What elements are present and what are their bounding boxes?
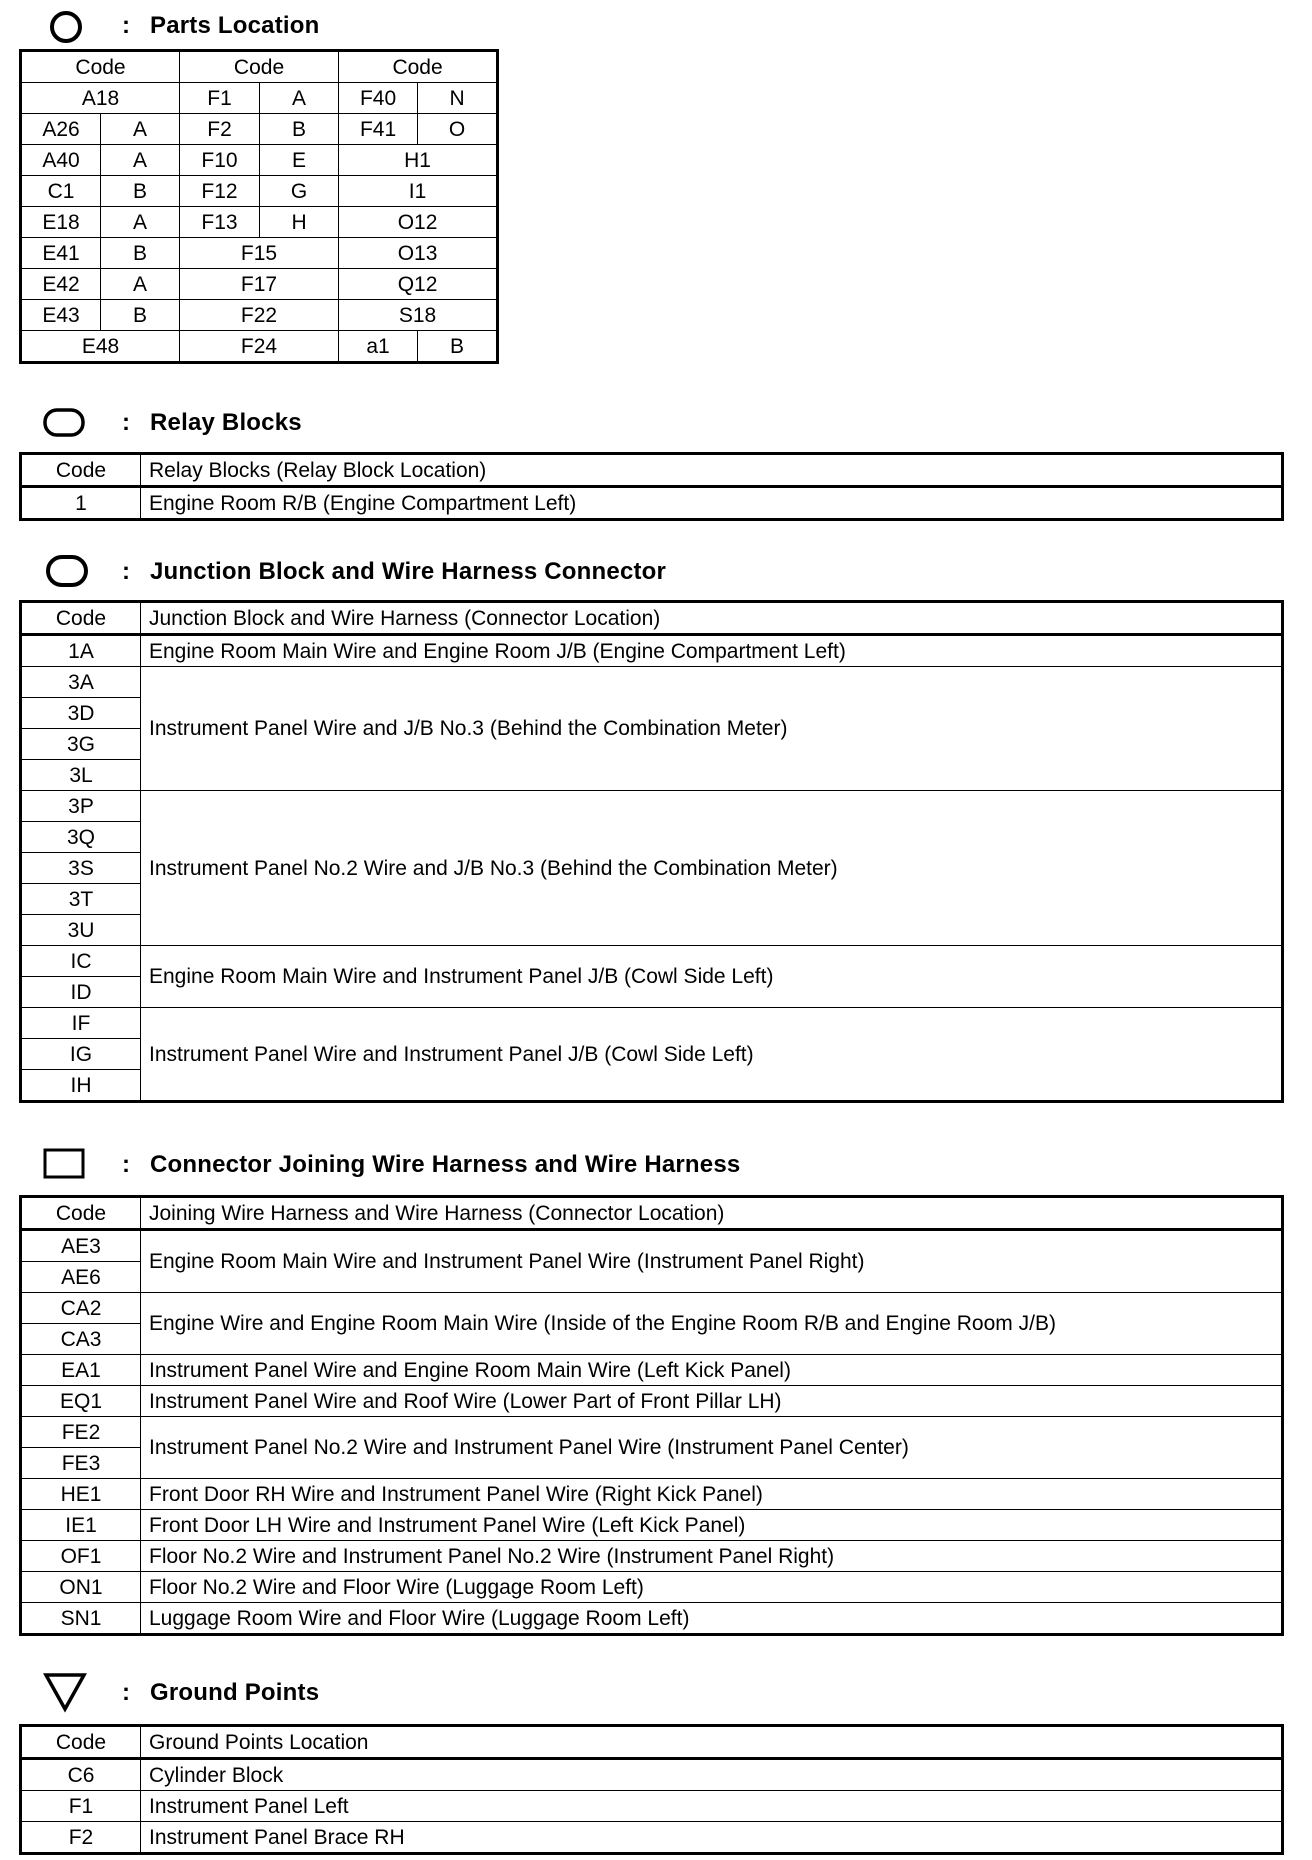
table-row xyxy=(21,1791,1283,1822)
oval-icon xyxy=(45,554,89,588)
colon: : xyxy=(122,12,130,39)
table-row xyxy=(21,1541,1283,1572)
table-row xyxy=(21,145,498,176)
table-row xyxy=(21,1293,1283,1324)
colon: : xyxy=(122,1679,130,1706)
description-cell: Engine Wire and Engine Room Main Wire (Inside of the Engine Room R/B and Engine Room J/B) xyxy=(141,1293,1283,1355)
code-cell: F13 xyxy=(180,207,260,238)
code-cell: 3P xyxy=(21,791,141,822)
code-cell: E41 xyxy=(21,238,101,269)
code-cell: F10 xyxy=(180,145,260,176)
code-cell: I1 xyxy=(339,176,498,207)
code-cell: 3D xyxy=(21,698,141,729)
code-cell: 3L xyxy=(21,760,141,791)
code-cell: 3A xyxy=(21,667,141,698)
code-cell: FE2 xyxy=(21,1417,141,1448)
location-cell: B xyxy=(260,114,339,145)
table-row xyxy=(21,1355,1283,1386)
location-cell: E xyxy=(260,145,339,176)
code-cell: F2 xyxy=(21,1822,141,1854)
location-cell: A xyxy=(101,207,180,238)
junction-blocks-table xyxy=(19,600,1284,1103)
code-cell: 3U xyxy=(21,915,141,946)
header-code: Code xyxy=(21,602,141,635)
code-cell: F1 xyxy=(21,1791,141,1822)
code-cell: IG xyxy=(21,1039,141,1070)
code-cell: SN1 xyxy=(21,1603,141,1635)
location-cell: N xyxy=(418,83,498,114)
table-row xyxy=(21,1386,1283,1417)
header-code: Code xyxy=(21,1726,141,1759)
table-header-row xyxy=(21,51,498,83)
table-header-row xyxy=(21,454,1283,487)
code-cell: E43 xyxy=(21,300,101,331)
code-cell: F15 xyxy=(180,238,339,269)
code-cell: A18 xyxy=(21,83,180,114)
code-cell: AE3 xyxy=(21,1230,141,1262)
code-cell: IF xyxy=(21,1008,141,1039)
code-cell: E42 xyxy=(21,269,101,300)
code-cell: CA3 xyxy=(21,1324,141,1355)
table-row xyxy=(21,635,1283,667)
table-row xyxy=(21,114,498,145)
header-description: Junction Block and Wire Harness (Connector Location) xyxy=(141,602,1283,635)
code-cell: ON1 xyxy=(21,1572,141,1603)
location-cell: O xyxy=(418,114,498,145)
code-cell: F1 xyxy=(180,83,260,114)
table-header-row xyxy=(21,1726,1283,1759)
code-cell: 1A xyxy=(21,635,141,667)
table-row xyxy=(21,269,498,300)
description-cell: Engine Room Main Wire and Engine Room J/B (Engine Compartment Left) xyxy=(141,635,1283,667)
header-code: Code xyxy=(21,454,141,487)
code-cell: F41 xyxy=(339,114,418,145)
section-title: Junction Block and Wire Harness Connector xyxy=(150,558,667,585)
parts-location-table xyxy=(19,49,499,364)
code-cell: 3S xyxy=(21,853,141,884)
table-row xyxy=(21,300,498,331)
table-row xyxy=(21,176,498,207)
colon: : xyxy=(122,409,130,436)
square-icon xyxy=(43,1148,85,1180)
code-cell: IE1 xyxy=(21,1510,141,1541)
code-cell: a1 xyxy=(339,331,418,363)
code-cell: F2 xyxy=(180,114,260,145)
location-cell: G xyxy=(260,176,339,207)
table-row xyxy=(21,1479,1283,1510)
section-title: Relay Blocks xyxy=(150,409,302,436)
table-row xyxy=(21,238,498,269)
description-cell: Instrument Panel Brace RH xyxy=(141,1822,1283,1854)
description-cell: Floor No.2 Wire and Floor Wire (Luggage Room Left) xyxy=(141,1572,1283,1603)
code-cell: Q12 xyxy=(339,269,498,300)
location-cell: A xyxy=(101,269,180,300)
joining-connectors-table xyxy=(19,1195,1284,1636)
header-description: Joining Wire Harness and Wire Harness (Connector Location) xyxy=(141,1197,1283,1230)
code-cell: EA1 xyxy=(21,1355,141,1386)
ground-points-table xyxy=(19,1724,1284,1855)
location-cell: A xyxy=(101,145,180,176)
description-cell: Front Door RH Wire and Instrument Panel Wire (Right Kick Panel) xyxy=(141,1479,1283,1510)
section-title: Ground Points xyxy=(150,1679,320,1706)
code-cell: HE1 xyxy=(21,1479,141,1510)
description-cell: Instrument Panel Wire and Instrument Panel J/B (Cowl Side Left) xyxy=(141,1008,1283,1102)
header-cell: Code xyxy=(21,51,180,83)
location-cell: A xyxy=(101,114,180,145)
code-cell: EQ1 xyxy=(21,1386,141,1417)
code-cell: C6 xyxy=(21,1759,141,1791)
table-row xyxy=(21,1510,1283,1541)
table-header-row xyxy=(21,1197,1283,1230)
code-cell: FE3 xyxy=(21,1448,141,1479)
table-row xyxy=(21,791,1283,822)
code-cell: 3Q xyxy=(21,822,141,853)
colon: : xyxy=(122,1151,130,1178)
location-cell: B xyxy=(101,176,180,207)
table-row xyxy=(21,207,498,238)
table-row xyxy=(21,1417,1283,1448)
code-cell: 3T xyxy=(21,884,141,915)
table-row xyxy=(21,1759,1283,1791)
code-cell: F12 xyxy=(180,176,260,207)
header-cell: Code xyxy=(180,51,339,83)
triangle-down-icon xyxy=(42,1671,88,1713)
code-cell: AE6 xyxy=(21,1262,141,1293)
relay-blocks-header xyxy=(0,401,1312,441)
colon: : xyxy=(122,558,130,585)
location-cell: B xyxy=(418,331,498,363)
code-cell: O13 xyxy=(339,238,498,269)
ground-points-header xyxy=(0,1671,1312,1711)
circle-icon xyxy=(49,10,83,44)
code-cell: A26 xyxy=(21,114,101,145)
table-row xyxy=(21,331,498,363)
code-cell: OF1 xyxy=(21,1541,141,1572)
location-cell: B xyxy=(101,238,180,269)
header-code: Code xyxy=(21,1197,141,1230)
code-cell: 3G xyxy=(21,729,141,760)
code-cell: H1 xyxy=(339,145,498,176)
description-cell: Instrument Panel No.2 Wire and J/B No.3 (Behind the Combination Meter) xyxy=(141,791,1283,946)
code-cell: C1 xyxy=(21,176,101,207)
joining-connectors-header xyxy=(0,1143,1312,1183)
description-cell: Floor No.2 Wire and Instrument Panel No.2 Wire (Instrument Panel Right) xyxy=(141,1541,1283,1572)
description-cell: Engine Room Main Wire and Instrument Panel J/B (Cowl Side Left) xyxy=(141,946,1283,1008)
header-description: Relay Blocks (Relay Block Location) xyxy=(141,454,1283,487)
code-cell: E18 xyxy=(21,207,101,238)
table-row xyxy=(21,1603,1283,1635)
location-cell: A xyxy=(260,83,339,114)
rounded-rectangle-icon xyxy=(42,407,86,439)
code-cell: F22 xyxy=(180,300,339,331)
table-row xyxy=(21,83,498,114)
code-cell: E48 xyxy=(21,331,180,363)
section-title: Connector Joining Wire Harness and Wire Harness xyxy=(150,1151,741,1178)
parts-location-header xyxy=(0,4,1312,44)
description-cell: Instrument Panel Left xyxy=(141,1791,1283,1822)
section-title: Parts Location xyxy=(150,12,320,39)
description-cell: Instrument Panel Wire and Engine Room Main Wire (Left Kick Panel) xyxy=(141,1355,1283,1386)
table-header-row xyxy=(21,602,1283,635)
location-cell: H xyxy=(260,207,339,238)
table-row xyxy=(21,667,1283,698)
table-row xyxy=(21,946,1283,977)
code-cell: CA2 xyxy=(21,1293,141,1324)
table-row xyxy=(21,1822,1283,1854)
code-cell: ID xyxy=(21,977,141,1008)
code-cell: F17 xyxy=(180,269,339,300)
table-row xyxy=(21,1572,1283,1603)
code-cell: S18 xyxy=(339,300,498,331)
junction-blocks-header xyxy=(0,550,1312,590)
code-cell: IC xyxy=(21,946,141,977)
header-description: Ground Points Location xyxy=(141,1726,1283,1759)
relay-blocks-table xyxy=(19,452,1284,521)
description-cell: Instrument Panel Wire and Roof Wire (Lower Part of Front Pillar LH) xyxy=(141,1386,1283,1417)
code-cell: A40 xyxy=(21,145,101,176)
code-cell: F40 xyxy=(339,83,418,114)
code-cell: F24 xyxy=(180,331,339,363)
description-cell: Instrument Panel No.2 Wire and Instrument Panel Wire (Instrument Panel Center) xyxy=(141,1417,1283,1479)
table-row xyxy=(21,1230,1283,1262)
description-cell: Engine Room R/B (Engine Compartment Left) xyxy=(141,487,1283,520)
description-cell: Front Door LH Wire and Instrument Panel Wire (Left Kick Panel) xyxy=(141,1510,1283,1541)
table-row xyxy=(21,487,1283,520)
location-cell: B xyxy=(101,300,180,331)
code-cell: IH xyxy=(21,1070,141,1102)
description-cell: Engine Room Main Wire and Instrument Panel Wire (Instrument Panel Right) xyxy=(141,1230,1283,1293)
header-cell: Code xyxy=(339,51,498,83)
code-cell: O12 xyxy=(339,207,498,238)
description-cell: Cylinder Block xyxy=(141,1759,1283,1791)
description-cell: Instrument Panel Wire and J/B No.3 (Behind the Combination Meter) xyxy=(141,667,1283,791)
table-row xyxy=(21,1008,1283,1039)
description-cell: Luggage Room Wire and Floor Wire (Luggage Room Left) xyxy=(141,1603,1283,1635)
code-cell: 1 xyxy=(21,487,141,520)
